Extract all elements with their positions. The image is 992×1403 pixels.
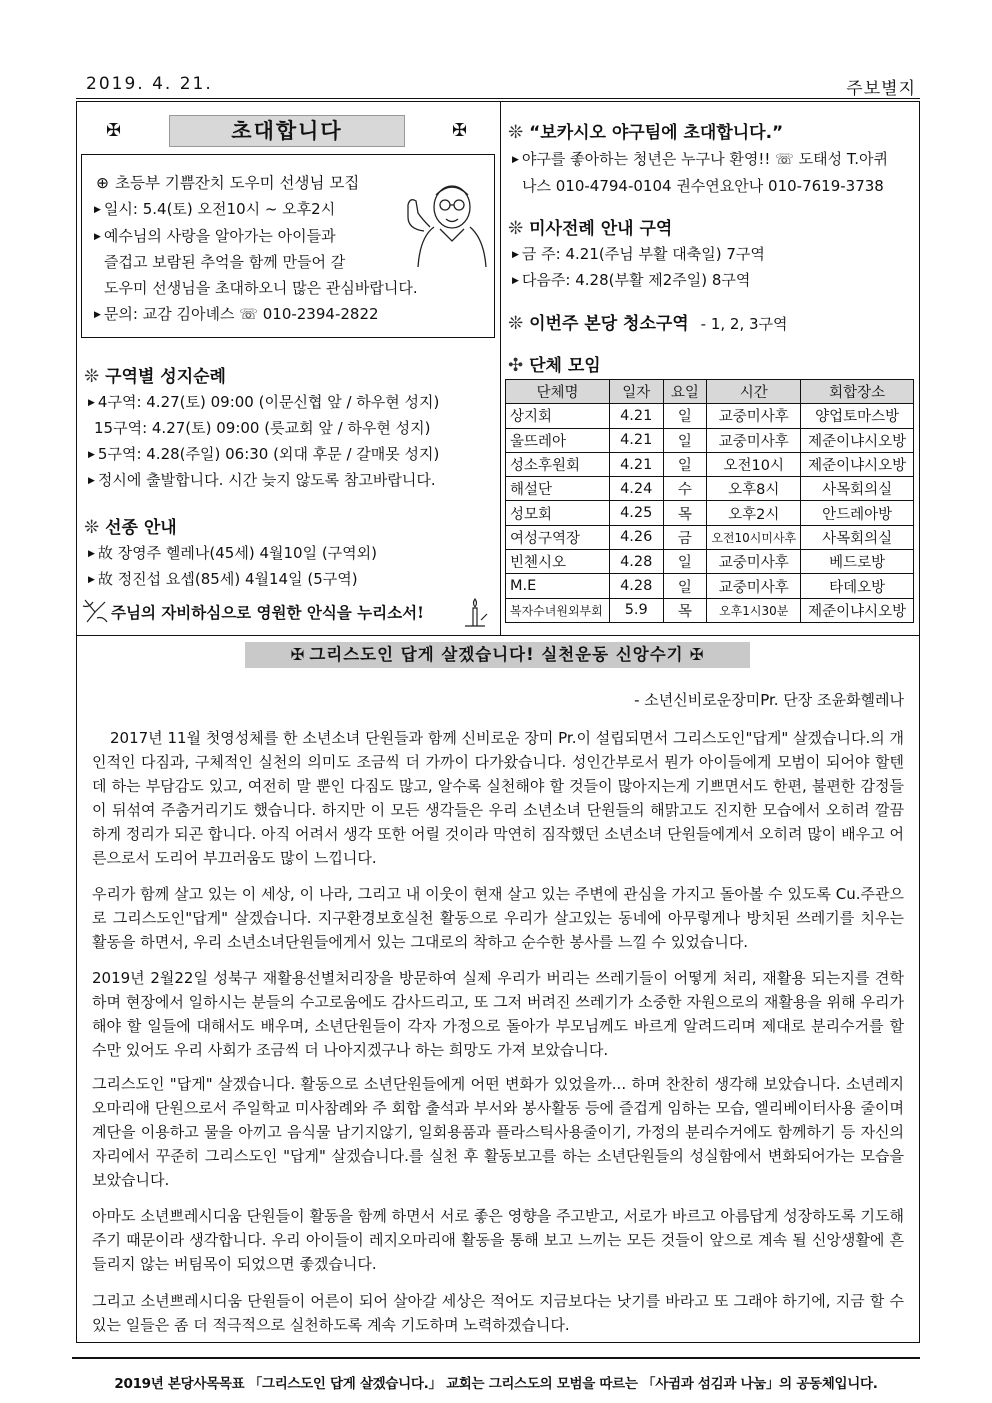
funeral-title: ❊ 선종 안내 — [84, 517, 177, 538]
table-cell: 상지회 — [506, 404, 610, 428]
column-header: 시간 — [707, 380, 801, 404]
section-divider — [76, 635, 920, 636]
mass-line-1: ▶ 금 주: 4.21(주님 부활 대축일) 7구역 — [512, 245, 765, 263]
funeral-line-2: ▶ 故 정진섭 요셉(85세) 4월14일 (5구역) — [88, 570, 358, 588]
flower-icon: ❊ — [84, 366, 100, 387]
table-cell: 사목회의실 — [801, 525, 914, 549]
cross-left-icon: ✠ — [106, 120, 122, 141]
table-cell: 오후1시30분 — [707, 598, 801, 622]
table-cell: 4.21 — [609, 404, 663, 428]
table-cell: 타데오방 — [801, 574, 914, 598]
table-cell: 교중미사후 — [707, 404, 801, 428]
table-cell: 교중미사후 — [707, 428, 801, 452]
table-cell: 복자수녀원외부회 — [506, 598, 610, 622]
table-cell: 제준이냐시오방 — [801, 428, 914, 452]
table-cell: 교중미사후 — [707, 550, 801, 574]
essay-paragraph-2: 우리가 함께 살고 있는 이 세상, 이 나라, 그리고 내 이웃이 현재 살고 있는 주변에 관심을 가지고 돌아볼 수 있도록 Cu.주관으로 그리스도인"답게" 살겠습니다. 지구환경보호실천 활동으로 우리가 살고있는 동네에 아무렇게나 방치된 쓰레기를 치우는 활동을 하면서, 우리 소년소녀단원들에게서 있는 그대로의 착하고 순수한 봉사를 느낄 수 있었습니다. — [92, 885, 904, 951]
essay-paragraph-6: 그리고 소년쁘레시디움 단원들이 어른이 되어 살아갈 세상은 적어도 지금보다는 낫기를 바라고 또 그래야 하기에, 지금 할 수 있는 일들은 좀 더 적극적으로 실천하도록 계속 기도하며 노력하겠습니다. — [92, 1292, 904, 1334]
bullet-icon: ▶ — [512, 276, 519, 286]
invite-line-1: ▶ 일시: 5.4(토) 오전10시 ~ 오후2시 — [94, 200, 336, 218]
column-header: 회합장소 — [801, 380, 914, 404]
bullet-icon: ▶ — [94, 205, 101, 215]
column-divider — [500, 101, 501, 636]
essay-byline: - 소년신비로운장미Pr. 단장 조윤화헬레나 — [634, 691, 904, 709]
cleaning-title: ❊ 이번주 본당 청소구역 - 1, 2, 3구역 — [508, 313, 788, 334]
mass-line-2: ▶ 다음주: 4.28(부활 제2주일) 8구역 — [512, 271, 751, 289]
table-row — [506, 525, 914, 549]
table-cell: 4.28 — [609, 550, 663, 574]
table-cell: 오후2시 — [707, 501, 801, 525]
table-cell: 오후8시 — [707, 477, 801, 501]
table-cell: 울뜨레아 — [506, 428, 610, 452]
table-cell: 4.28 — [609, 574, 663, 598]
bullet-icon: ▶ — [94, 310, 101, 320]
candle-icon — [461, 598, 489, 628]
flower-icon: ❊ — [84, 517, 100, 538]
table-cell: 일 — [663, 428, 707, 452]
essay-heading: ✠ 그리스도인 답게 살겠습니다! 실천운동 신앙수기 ✠ — [245, 642, 750, 668]
bullet-icon: ▶ — [88, 549, 95, 559]
table-cell: 4.25 — [609, 501, 663, 525]
cleaning-value: - 1, 2, 3구역 — [700, 315, 788, 333]
table-cell: 성모회 — [506, 501, 610, 525]
bulletin-title: 주보별지 — [846, 79, 916, 99]
cross-right-icon: ✠ — [452, 120, 468, 141]
invite-line-4: 도우미 선생님을 초대하오니 많은 관심바랍니다. — [104, 279, 418, 297]
essay-paragraph-1: 2017년 11월 첫영성체를 한 소년소녀 단원들과 함께 신비로운 장미 Pr.이 설립되면서 그리스도인"답게" 살겠습니다.의 개인적인 다짐과, 구체적인 실천의 의미도 조금씩 더 가까이 다가왔습니다. 성인간부로서 뭔가 아이들에게 모범이 되어야 할텐데 하는 부담감도 있고, 여전히 말 뿐인 다짐도 많고, 알수록 실천해야 할 것들이 많아지는게 기쁘면서도 한편, 불편한 감정들이 뒤섞여 주춤거리기도 했습니다. 하지만 이 모든 생각들은 우리 소년소녀 단원들의 해맑고도 진지한 모습에서 오히려 깔끔하게 정리가 되곤 합니다. 아직 어려서 생각 또한 어릴 것이라 막연히 짐작했던 소년소녀 단원들에게서 오히려 많이 배우고 어른으로서 도리어 부끄러움도 많이 느낍니다. — [92, 729, 904, 867]
table-row — [506, 428, 914, 452]
column-header: 단체명 — [506, 380, 610, 404]
flower-icon: ❊ — [508, 313, 524, 334]
table-cell: 오전10시 — [707, 452, 801, 476]
prayer-text: 주님의 자비하심으로 영원한 안식을 누리소서! — [111, 603, 424, 622]
bullet-icon: ▶ — [512, 155, 519, 165]
pilgrimage-line-1: ▶ 4구역: 4.27(토) 09:00 (이문신협 앞 / 하우현 성지) — [88, 393, 440, 411]
column-header: 일자 — [609, 380, 663, 404]
table-cell: M.E — [506, 574, 610, 598]
table-cell: 성소후원회 — [506, 452, 610, 476]
table-row — [506, 452, 914, 476]
table-cell: 4.26 — [609, 525, 663, 549]
table-cell: 일 — [663, 404, 707, 428]
table-cell: 빈첸시오 — [506, 550, 610, 574]
bullet-icon: ▶ — [88, 476, 95, 486]
invite-line-5: ▶ 문의: 교감 김아녜스 ☏ 010-2394-2822 — [94, 305, 379, 323]
sparkle-icon: ✣ — [508, 355, 524, 376]
pilgrimage-line-4: ▶ 정시에 출발합니다. 시간 늦지 않도록 참고바랍니다. — [88, 471, 436, 489]
table-row — [506, 598, 914, 622]
footer-divider — [72, 1357, 920, 1359]
table-cell: 목 — [663, 598, 707, 622]
table-cell: 금 — [663, 525, 707, 549]
groups-title: ✣ 단체 모임 — [508, 355, 601, 376]
table-cell: 사목회의실 — [801, 477, 914, 501]
baseball-line-1: ▶ 야구를 좋아하는 청년은 누구나 환영!! ☏ 도태성 T.아퀴 — [512, 150, 889, 168]
prayer-line — [81, 596, 495, 628]
table-row — [506, 404, 914, 428]
baseball-title: ❊ “보카시오 야구팀에 초대합니다.” — [508, 122, 784, 143]
table-cell: 제준이냐시오방 — [801, 598, 914, 622]
bullet-icon: ▶ — [88, 398, 95, 408]
table-cell: 5.9 — [609, 598, 663, 622]
invite-line-3: 즐겁고 보람된 추억을 함께 만들어 갈 — [104, 253, 346, 271]
groups-table — [505, 379, 914, 623]
column-header: 요일 — [663, 380, 707, 404]
table-row — [506, 501, 914, 525]
invite-title: ⊕ 초등부 기쁨잔치 도우미 선생님 모집 — [96, 174, 360, 192]
table-cell: 제준이냐시오방 — [801, 452, 914, 476]
flower-icon: ❊ — [508, 218, 524, 239]
bulletin-date: 2019. 4. 21. — [86, 74, 213, 94]
table-cell: 해설단 — [506, 477, 610, 501]
table-row — [506, 477, 914, 501]
pilgrimage-line-3: ▶ 5구역: 4.28(주일) 06:30 (외대 후문 / 갈매못 성지) — [88, 445, 440, 463]
bullet-icon: ▶ — [88, 575, 95, 585]
pilgrimage-title: ❊ 구역별 성지순례 — [84, 366, 226, 387]
invite-line-2: ▶ 예수님의 사랑을 알아가는 아이들과 — [94, 227, 336, 245]
flower-icon: ❊ — [508, 122, 524, 143]
essay-paragraph-4: 그리스도인 "답게" 살겠습니다. 활동으로 소년단원들에게 어떤 변화가 있었을까... 하며 찬찬히 생각해 보았습니다. 소년레지오마리애 단원으로서 주일학교 미사참례와 주 회합 출석과 부서와 봉사활동 등에 즐겁게 임하는 모습, 엘리베이터사용 줄이며 계단을 이용하고 물을 아끼고 음식물 남기지않기, 일회용품과 플라스틱사용줄이기, 가정의 분리수거에도 함께하기 등 자신의 자리에서 꾸준히 그리스도인 "답게" 살겠습니다.를 실천 후 활동보고를 하는 소년단원들의 성실함에서 변화되어가는 모습을 보았습니다. — [92, 1075, 904, 1189]
table-cell: 목 — [663, 501, 707, 525]
table-row — [506, 574, 914, 598]
bullet-icon: ▶ — [94, 232, 101, 242]
table-cell: 교중미사후 — [707, 574, 801, 598]
table-header-row — [506, 380, 914, 404]
footer-motto: 2019년 본당사목목표 「그리스도인 답게 살겠습니다.」 교회는 그리스도의 모범을 따르는 「사귐과 섬김과 나눔」의 공동체입니다. — [114, 1376, 878, 1392]
cross-icon: ✠ — [689, 645, 705, 664]
essay-paragraph-3: 2019년 2월22일 성북구 재활용선별처리장을 방문하여 실제 우리가 버리는 쓰레기들이 어떻게 처리, 재활용 되는지를 견학하며 현장에서 일하시는 분들의 수고로움에도 감사드리고, 또 그저 버려진 쓰레기가 소중한 자원으로의 재활용을 위해 우리가 해야 할 일들에 대해서도 배우며, 소년단원들이 각자 가정으로 돌아가 부모님께도 바르게 알려드리며 제대로 분리수거를 할 수만 있어도 우리 사회가 조금씩 더 나아지겠구나 하는 희망도 가져 보았습니다. — [92, 969, 904, 1059]
invite-heading: 초대합니다 — [169, 115, 405, 147]
table-cell: 일 — [663, 452, 707, 476]
table-cell: 수 — [663, 477, 707, 501]
funeral-line-1: ▶ 故 장영주 헬레나(45세) 4월10일 (구역외) — [88, 544, 378, 562]
compass-icon: ⊕ — [96, 174, 109, 192]
table-cell: 여성구역장 — [506, 525, 610, 549]
bullet-icon: ▶ — [512, 250, 519, 260]
table-row — [506, 550, 914, 574]
table-cell: 4.21 — [609, 428, 663, 452]
header-divider — [76, 98, 920, 99]
table-cell: 일 — [663, 574, 707, 598]
essay-paragraph-5: 아마도 소년쁘레시디움 단원들이 활동을 함께 하면서 서로 좋은 영향을 주고받고, 서로가 바르고 아름답게 성장하도록 기도해주기 때문이라 생각합니다. 우리 아이들이 레지오마리애 활동을 통해 보고 느끼는 모든 것들이 앞으로 계속 될 신앙생활에 흔들리지 않는 버팀목이 되었으면 좋겠습니다. — [92, 1207, 904, 1273]
table-cell: 4.24 — [609, 477, 663, 501]
lily-icon — [81, 596, 109, 626]
table-cell: 4.21 — [609, 452, 663, 476]
baseball-line-2: 나스 010-4794-0104 권수연요안나 010-7619-3738 — [522, 177, 884, 195]
table-cell: 일 — [663, 550, 707, 574]
table-cell: 베드로방 — [801, 550, 914, 574]
priest-illustration — [400, 167, 490, 275]
mass-title: ❊ 미사전례 안내 구역 — [508, 218, 673, 239]
table-cell: 오전10시미사후 — [707, 525, 801, 549]
table-cell: 안드레아방 — [801, 501, 914, 525]
cross-icon: ✠ — [290, 645, 306, 664]
pilgrimage-line-2: 15구역: 4.27(토) 09:00 (릇교회 앞 / 하우현 성지) — [94, 419, 431, 437]
table-cell: 양업토마스방 — [801, 404, 914, 428]
bullet-icon: ▶ — [88, 450, 95, 460]
